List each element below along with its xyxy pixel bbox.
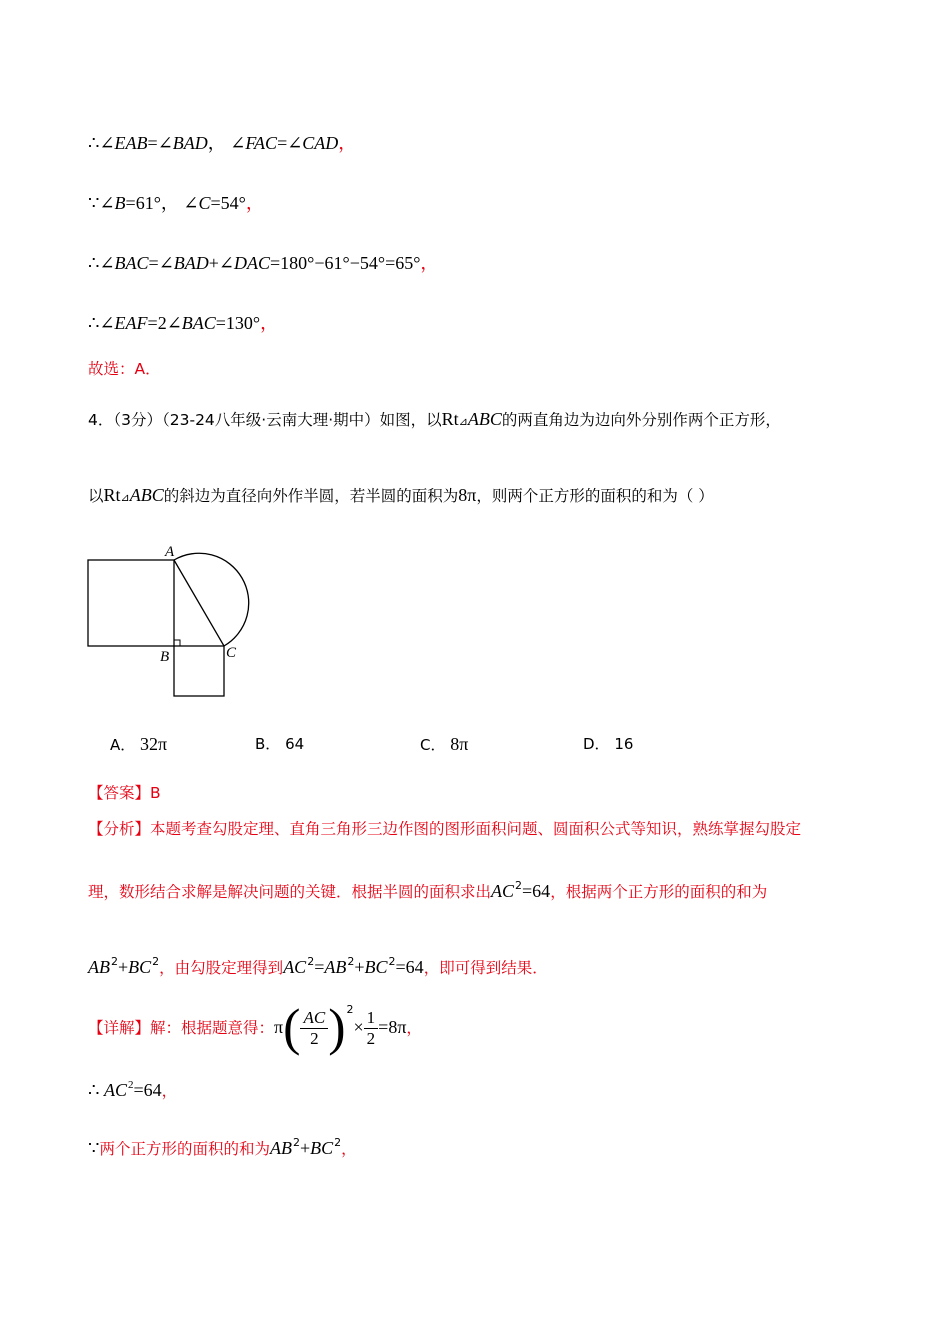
analysis-line-3: $AB^2+BC^2$，由勾股定理得到$AC^2=AB^2+BC^2=64$，即可得到结果．: [88, 955, 548, 977]
proof-line-2: ∵∠B=61°， ∠C=54°，: [88, 193, 264, 213]
option-d[interactable]: D． 16: [583, 735, 634, 753]
analysis-line-2: 理，数形结合求解是解决问题的关键．根据半圆的面积求出$AC^2=64$，根据两个正方形的面积的和为: [88, 879, 768, 901]
hypotenuse-ac: [174, 560, 224, 646]
question-line-1: 4．（3分）（23-24八年级·云南大理·期中）如图，以Rt⊿ABC的两直角边为边向外分别作两个正方形，: [88, 409, 781, 429]
square-on-bc: [174, 646, 224, 696]
analysis-line-1: 【分析】本题考查勾股定理、直角三角形三边作图的图形面积问题、圆面积公式等知识，熟练掌握勾股定: [88, 820, 802, 838]
label-c: C: [226, 645, 237, 661]
square-on-ab: [88, 560, 174, 646]
fraction-one-half: $\frac{1}{2}$: [364, 1008, 379, 1049]
geometry-figure: [80, 540, 270, 705]
option-c[interactable]: C． 8π: [420, 734, 469, 754]
detail-line-2: ∴ $AC^2=64$，: [88, 1079, 178, 1100]
fraction-ac-over-2: $\frac{AC}{2}$: [300, 1008, 328, 1049]
semicircle-on-ac: [174, 553, 249, 646]
proof-line-3: ∴∠BAC=∠BAD+∠DAC=180°−61°−54°=65°，: [88, 253, 439, 273]
detail-line-1: 【详解】解：根据题意得：π( $\frac{AC}{2}$ )$^2$× $\frac{1}{2}$ =8π，: [88, 999, 422, 1057]
question-line-2: 以Rt⊿ABC的斜边为直径向外作半圆，若半圆的面积为8π，则两个正方形的面积的和为（ ）: [88, 485, 714, 505]
proof-line-1: ∴∠EAB=∠BAD， ∠FAC=∠CAD，: [88, 133, 357, 153]
label-a: A: [165, 544, 175, 560]
right-angle-mark: [174, 640, 180, 646]
proof-line-4: ∴∠EAF=2∠BAC=130°，: [88, 313, 279, 333]
answer-line: 【答案】B: [88, 784, 161, 802]
choice-line: 故选：A．: [88, 360, 161, 378]
option-a[interactable]: A． 32π: [110, 734, 168, 754]
detail-line-3: ∵两个正方形的面积的和为$AB^2+BC^2$，: [88, 1136, 357, 1158]
option-b[interactable]: B． 64: [255, 735, 305, 753]
label-b: B: [160, 649, 170, 665]
